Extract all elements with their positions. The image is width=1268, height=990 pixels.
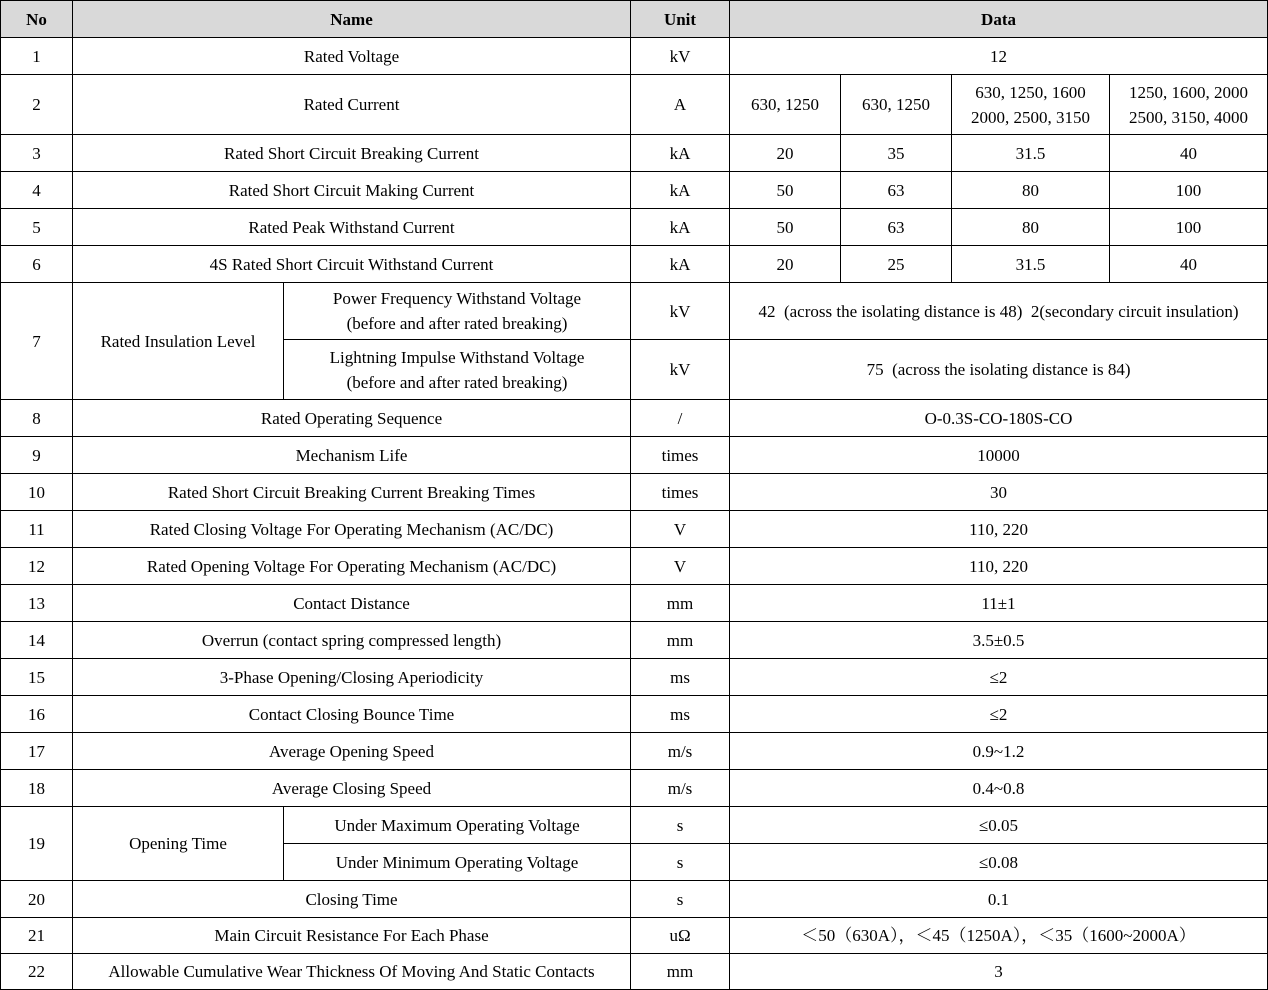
- data-line: 2500, 3150, 4000: [1129, 107, 1249, 127]
- row-name: Allowable Cumulative Wear Thickness Of Moving And Static Contacts: [73, 954, 631, 990]
- table-row: [1, 696, 1268, 733]
- header-no: No: [1, 1, 73, 38]
- row-unit: kA: [631, 172, 730, 209]
- row-no: 22: [1, 954, 73, 990]
- row-data-cell: 630, 1250: [730, 75, 841, 135]
- row-no: 12: [1, 548, 73, 585]
- row-unit: s: [631, 807, 730, 844]
- table-row: [1, 400, 1268, 437]
- row-no: 7: [1, 283, 73, 400]
- table-row: [1, 659, 1268, 696]
- row-data: 3: [730, 954, 1268, 990]
- table-row: [1, 437, 1268, 474]
- subname-line: (before and after rated breaking): [346, 372, 568, 392]
- row-no: 10: [1, 474, 73, 511]
- table-row: [1, 585, 1268, 622]
- row-name: Main Circuit Resistance For Each Phase: [73, 918, 631, 954]
- table-row: [1, 733, 1268, 770]
- row-unit: times: [631, 474, 730, 511]
- row-data-cell: 31.5: [952, 135, 1110, 172]
- row-name: Rated Closing Voltage For Operating Mechanism (AC/DC): [73, 511, 631, 548]
- row-no: 3: [1, 135, 73, 172]
- row-unit: m/s: [631, 733, 730, 770]
- row-data: 75 (across the isolating distance is 84): [730, 340, 1268, 400]
- subname-line: Power Frequency Withstand Voltage: [332, 289, 582, 308]
- row-name: 3-Phase Opening/Closing Aperiodicity: [73, 659, 631, 696]
- row-data-cell: 25: [841, 246, 952, 283]
- row-name: Rated Operating Sequence: [73, 400, 631, 437]
- row-subname: Under Maximum Operating Voltage: [284, 807, 631, 844]
- row-data: 42 (across the isolating distance is 48) 2(secondary circuit insulation): [730, 283, 1268, 340]
- row-data: 0.1: [730, 881, 1268, 918]
- row-name: Average Opening Speed: [73, 733, 631, 770]
- row-data: 11±1: [730, 585, 1268, 622]
- row-unit: s: [631, 881, 730, 918]
- row-subname: [284, 283, 631, 340]
- row-unit: ms: [631, 659, 730, 696]
- row-name: Rated Short Circuit Making Current: [73, 172, 631, 209]
- table-row: [1, 172, 1268, 209]
- row-unit: kV: [631, 38, 730, 75]
- row-data-cell: 20: [730, 135, 841, 172]
- row-data: 110, 220: [730, 511, 1268, 548]
- row-unit: mm: [631, 585, 730, 622]
- table-row: [1, 75, 1268, 135]
- row-data-cell: 100: [1110, 172, 1268, 209]
- row-data: 110, 220: [730, 548, 1268, 585]
- row-no: 8: [1, 400, 73, 437]
- table-row: [1, 38, 1268, 75]
- row-data: 0.4~0.8: [730, 770, 1268, 807]
- row-name: Closing Time: [73, 881, 631, 918]
- table-row: [1, 770, 1268, 807]
- row-data-cell: 40: [1110, 135, 1268, 172]
- table-row: [1, 918, 1268, 954]
- row-no: 9: [1, 437, 73, 474]
- row-data-cell: 63: [841, 209, 952, 246]
- row-no: 20: [1, 881, 73, 918]
- row-unit: /: [631, 400, 730, 437]
- row-data: ≤2: [730, 696, 1268, 733]
- table-row: [1, 622, 1268, 659]
- row-data: 0.9~1.2: [730, 733, 1268, 770]
- row-unit: kA: [631, 246, 730, 283]
- table-row: [1, 807, 1268, 844]
- row-unit: kV: [631, 340, 730, 400]
- row-name: Rated Peak Withstand Current: [73, 209, 631, 246]
- row-no: 6: [1, 246, 73, 283]
- row-unit: A: [631, 75, 730, 135]
- row-data-cell: 80: [952, 209, 1110, 246]
- row-unit: kA: [631, 135, 730, 172]
- row-data-cell: 80: [952, 172, 1110, 209]
- row-no: 4: [1, 172, 73, 209]
- row-unit: s: [631, 844, 730, 881]
- data-line: 2000, 2500, 3150: [971, 107, 1091, 127]
- row-data-cell: 63: [841, 172, 952, 209]
- row-name: Rated Current: [73, 75, 631, 135]
- row-no: 1: [1, 38, 73, 75]
- row-data: ＜50（630A），＜45（1250A），＜35（1600~2000A）: [730, 918, 1268, 954]
- row-name: Overrun (contact spring compressed length): [73, 622, 631, 659]
- row-data-cell: 40: [1110, 246, 1268, 283]
- row-data-cell: 630, 1250: [841, 75, 952, 135]
- row-data-cell: 100: [1110, 209, 1268, 246]
- row-data: O-0.3S-CO-180S-CO: [730, 400, 1268, 437]
- header-unit: Unit: [631, 1, 730, 38]
- row-data-cell: 50: [730, 172, 841, 209]
- row-name: Rated Voltage: [73, 38, 631, 75]
- header-name: Name: [73, 1, 631, 38]
- row-no: 15: [1, 659, 73, 696]
- row-no: 18: [1, 770, 73, 807]
- row-no: 16: [1, 696, 73, 733]
- row-unit: V: [631, 511, 730, 548]
- row-data: ≤0.08: [730, 844, 1268, 881]
- table-row: [1, 135, 1268, 172]
- row-no: 2: [1, 75, 73, 135]
- row-subname: Under Minimum Operating Voltage: [284, 844, 631, 881]
- table-row: [1, 881, 1268, 918]
- row-name: Contact Closing Bounce Time: [73, 696, 631, 733]
- row-data-cell: 35: [841, 135, 952, 172]
- table-row: [1, 283, 1268, 340]
- row-name: Rated Insulation Level: [73, 283, 284, 400]
- row-data-cell: 31.5: [952, 246, 1110, 283]
- row-name: Opening Time: [73, 807, 284, 881]
- row-data-cell: 50: [730, 209, 841, 246]
- row-no: 17: [1, 733, 73, 770]
- row-data: 3.5±0.5: [730, 622, 1268, 659]
- row-no: 14: [1, 622, 73, 659]
- row-name: 4S Rated Short Circuit Withstand Current: [73, 246, 631, 283]
- row-data: 12: [730, 38, 1268, 75]
- row-name: Mechanism Life: [73, 437, 631, 474]
- row-name: Rated Opening Voltage For Operating Mechanism (AC/DC): [73, 548, 631, 585]
- header-data: Data: [730, 1, 1268, 38]
- subname-line: Lightning Impulse Withstand Voltage: [329, 347, 585, 367]
- row-unit: kA: [631, 209, 730, 246]
- row-data: ≤2: [730, 659, 1268, 696]
- table-row: [1, 548, 1268, 585]
- table-row: [1, 474, 1268, 511]
- row-no: 13: [1, 585, 73, 622]
- row-unit: times: [631, 437, 730, 474]
- row-no: 11: [1, 511, 73, 548]
- row-unit: V: [631, 548, 730, 585]
- table-row: [1, 209, 1268, 246]
- header-row: [1, 1, 1268, 38]
- table-row: [1, 511, 1268, 548]
- row-name: Rated Short Circuit Breaking Current Breaking Times: [73, 474, 631, 511]
- row-no: 19: [1, 807, 73, 881]
- row-data: 30: [730, 474, 1268, 511]
- row-data: ≤0.05: [730, 807, 1268, 844]
- row-unit: kV: [631, 283, 730, 340]
- row-name: Rated Short Circuit Breaking Current: [73, 135, 631, 172]
- subname-line: (before and after rated breaking): [346, 314, 568, 333]
- row-unit: uΩ: [631, 918, 730, 954]
- data-line: 630, 1250, 1600: [975, 82, 1086, 102]
- row-unit: mm: [631, 954, 730, 990]
- table-row: [1, 246, 1268, 283]
- row-data: 10000: [730, 437, 1268, 474]
- data-line: 1250, 1600, 2000: [1129, 82, 1249, 102]
- row-name: Average Closing Speed: [73, 770, 631, 807]
- row-data-cell: [952, 75, 1110, 135]
- row-no: 5: [1, 209, 73, 246]
- row-unit: ms: [631, 696, 730, 733]
- row-data-cell: 20: [730, 246, 841, 283]
- row-name: Contact Distance: [73, 585, 631, 622]
- row-subname: [284, 340, 631, 400]
- row-no: 21: [1, 918, 73, 954]
- row-data-cell: [1110, 75, 1268, 135]
- table-row: [1, 954, 1268, 990]
- row-unit: m/s: [631, 770, 730, 807]
- row-unit: mm: [631, 622, 730, 659]
